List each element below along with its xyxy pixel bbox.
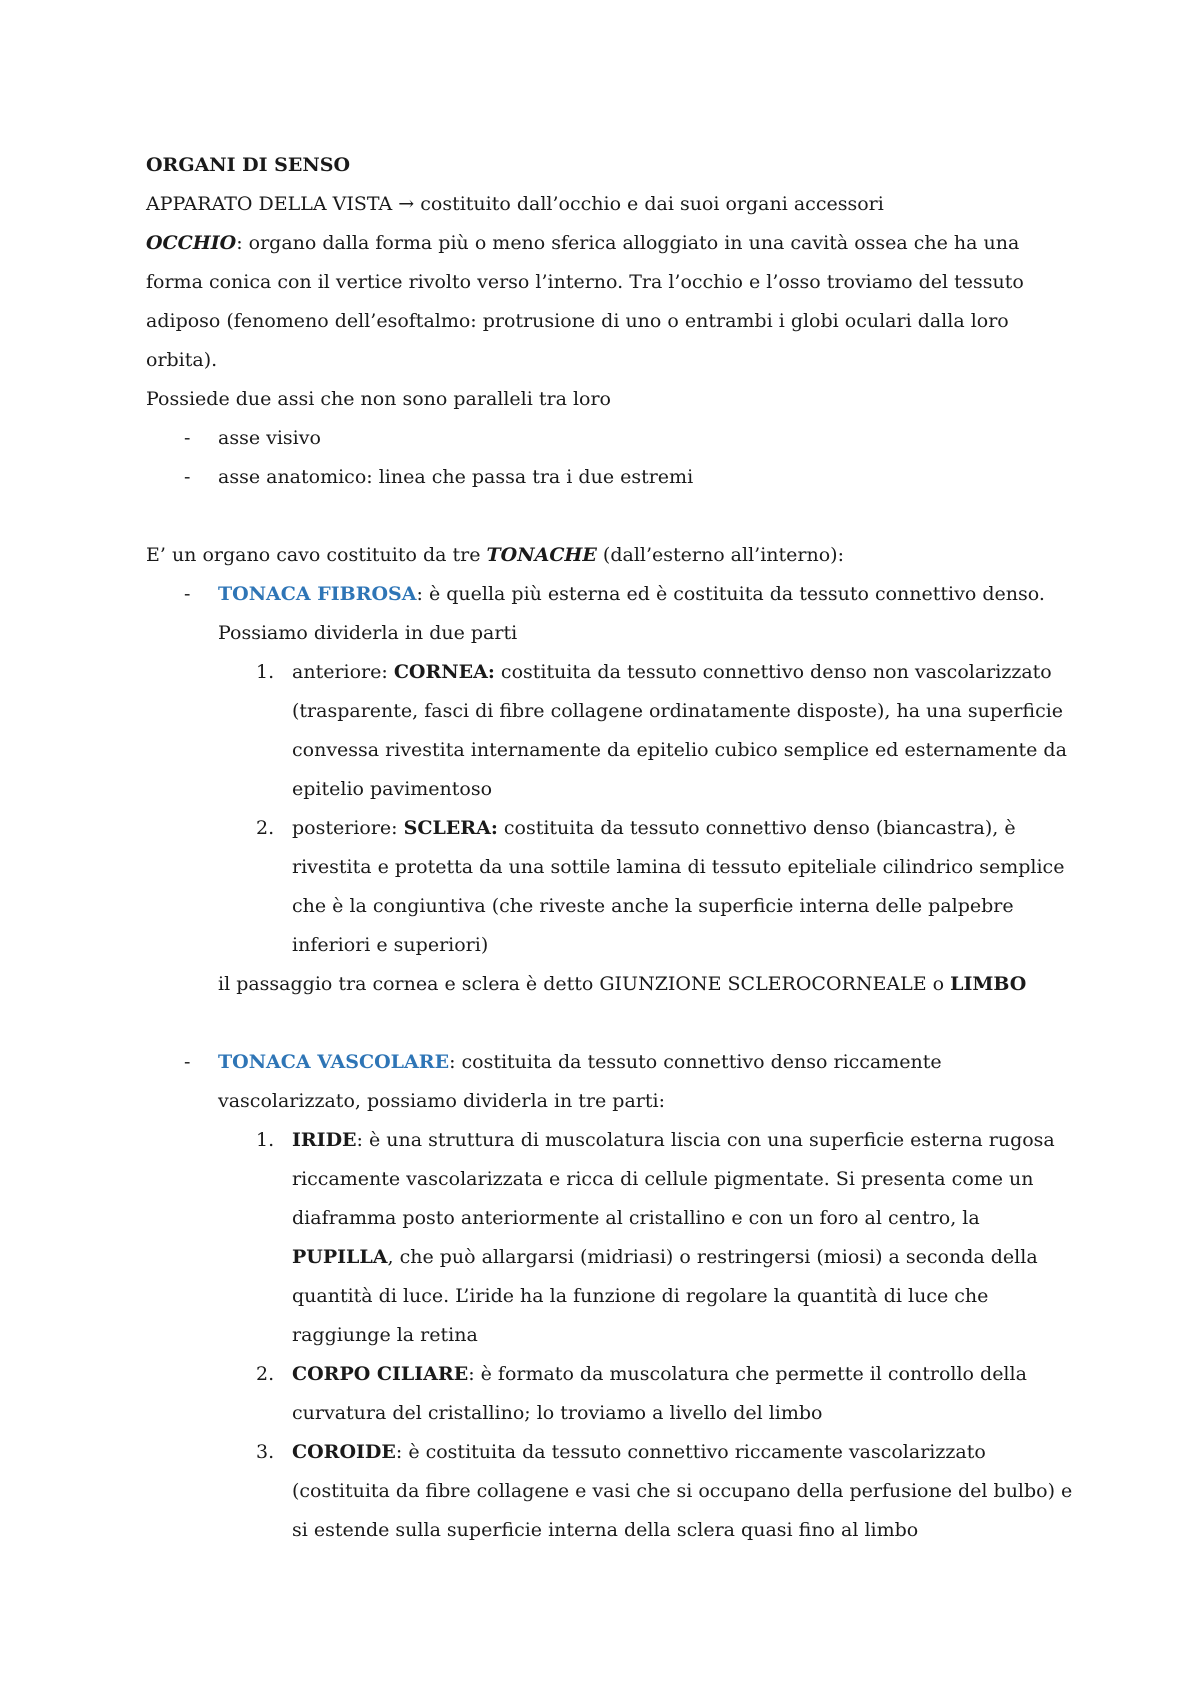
occhio-paragraph bbox=[146, 224, 1080, 380]
fibrosa-label: TONACA FIBROSA bbox=[218, 583, 417, 605]
occhio-term: OCCHIO bbox=[146, 232, 237, 254]
page-title: ORGANI DI SENSO bbox=[146, 154, 350, 176]
vascolare-text: : costituita da tessuto connettivo denso riccamente vascolarizzato, possiamo dividerla in tre parti: bbox=[218, 1051, 942, 1112]
spacer bbox=[146, 1004, 1080, 1043]
assi-intro: Possiede due assi che non sono paralleli tra loro bbox=[146, 388, 611, 410]
list-item: - asse anatomico: linea che passa tra i due estremi bbox=[184, 466, 694, 488]
vista-line bbox=[146, 185, 1080, 224]
vascolare-label: TONACA VASCOLARE bbox=[218, 1051, 450, 1073]
limbo-line: il passaggio tra cornea e sclera è detto GIUNZIONE SCLEROCORNEALE o LIMBO bbox=[218, 973, 1027, 995]
vista-label: APPARATO DELLA VISTA bbox=[146, 193, 393, 215]
vascolare-item: - TONACA VASCOLARE: costituita da tessuto connettivo denso riccamente vascolarizzato, possiamo dividerla in tre parti: bbox=[184, 1051, 942, 1112]
arrow-icon: → bbox=[392, 193, 421, 215]
sclera-item: 2. posteriore: SCLERA: costituita da tessuto connettivo denso (biancastra), è rivestita e protetta da una sottile lamina di tessuto epiteliale cilindrico semplice che è la congiuntiva (che riveste anche la superficie interna delle palpebre inferiori e superiori) bbox=[256, 817, 1065, 956]
iride-item: 1. IRIDE: è una struttura di muscolatura liscia con una superficie esterna rugosa riccamente vascolarizzata e ricca di cellule pigmentate. Si presenta come un diaframma posto anteriormente al cristallino e con un foro al centro, la PUPILLA, che può allargarsi (midriasi) o restringersi (miosi) a seconda della quantità di luce. L’iride ha la funzione di regolare la quantità di luce che raggiunge la retina bbox=[256, 1129, 1055, 1346]
fibrosa-text: : è quella più esterna ed è costituita da tessuto connettivo denso. Possiamo dividerla in due parti bbox=[218, 583, 1045, 644]
tonache-intro: E’ un organo cavo costituito da tre TONACHE (dall’esterno all’interno): bbox=[146, 544, 844, 566]
tonache-term: TONACHE bbox=[486, 544, 597, 566]
list-item: - asse visivo bbox=[184, 427, 321, 449]
occhio-text: : organo dalla forma più o meno sferica alloggiato in una cavità ossea che ha una forma conica con il vertice rivolto verso l’interno. Tra l’occhio e l’osso troviamo del tessuto adiposo (fenomeno dell’esoftalmo: protrusione di uno o entrambi i globi oculari dalla loro orbita). bbox=[146, 232, 1024, 371]
coroide-item: 3. COROIDE: è costituita da tessuto connettivo riccamente vascolarizzato (costituita da fibre collagene e vasi che si occupano della perfusione del bulbo) e si estende sulla superficie interna della sclera quasi fino al limbo bbox=[256, 1441, 1073, 1541]
corpo-ciliare-item: 2. CORPO CILIARE: è formato da muscolatura che permette il controllo della curvatura del cristallino; lo troviamo a livello del limbo bbox=[256, 1363, 1027, 1424]
fibrosa-item: - TONACA FIBROSA: è quella più esterna ed è costituita da tessuto connettivo denso. Possiamo dividerla in due parti bbox=[184, 583, 1045, 644]
spacer bbox=[146, 497, 1080, 536]
vista-text: costituito dall’occhio e dai suoi organi accessori bbox=[420, 193, 884, 215]
cornea-item: 1. anteriore: CORNEA: costituita da tessuto connettivo denso non vascolarizzato (trasparente, fasci di fibre collagene ordinatamente disposte), ha una superficie convessa rivestita internamente da epitelio cubico semplice ed esternamente da epitelio pavimentoso bbox=[256, 661, 1067, 800]
